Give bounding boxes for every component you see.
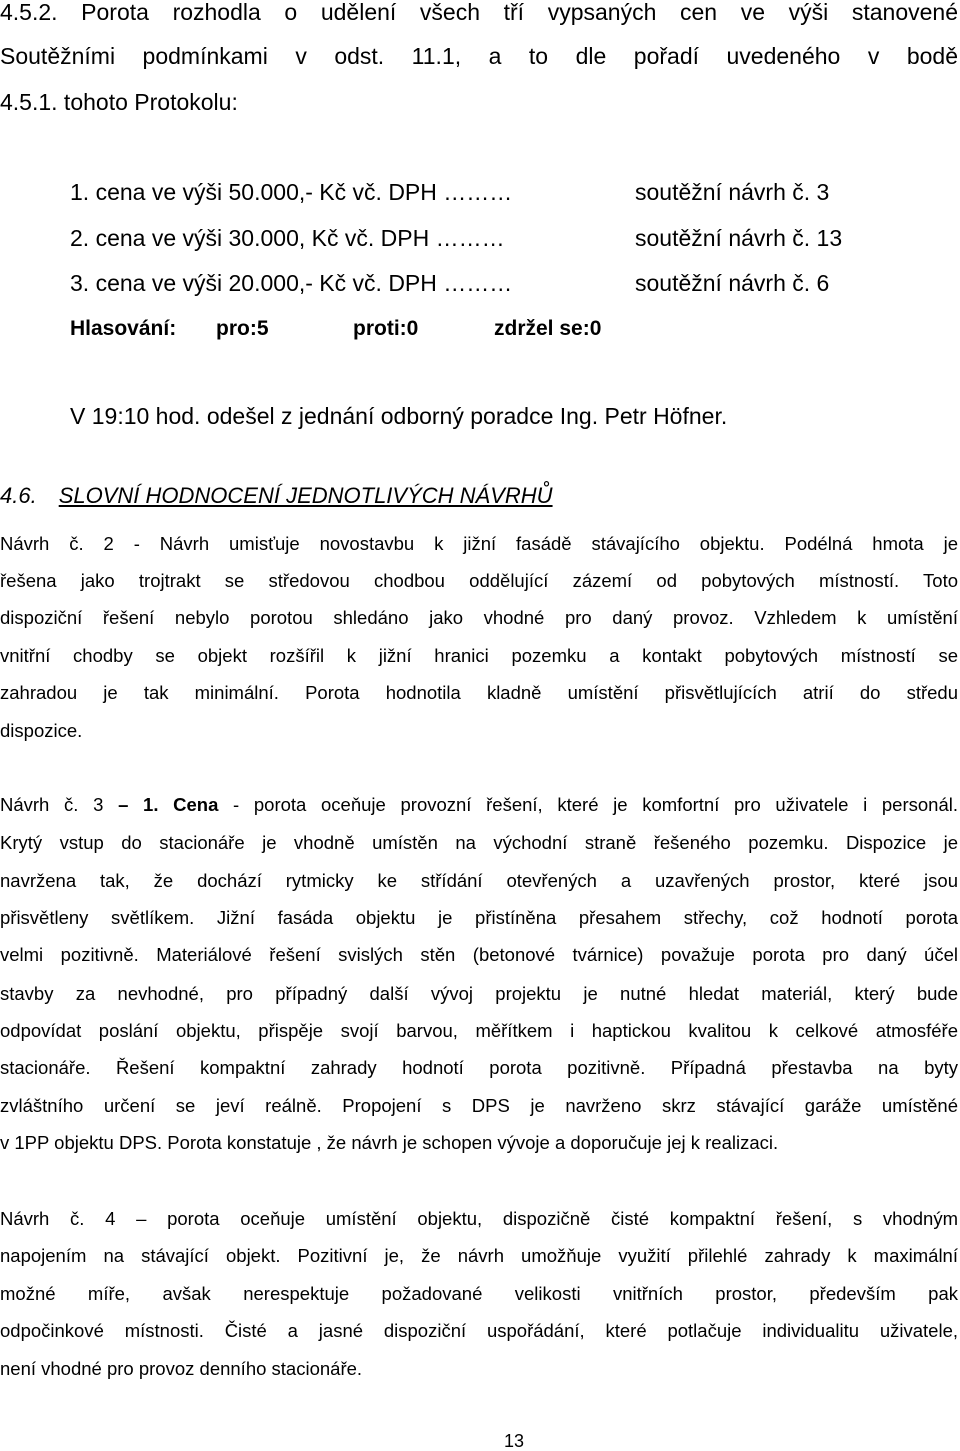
design-2-line-6: dispozice. [0, 720, 83, 741]
design-4-line-3: možné míře, avšak nerespektuje požadované velikosti vnitřních prostor, především pak [0, 1283, 958, 1304]
prize-3-label: 3. cena ve výši 20.000,- Kč vč. DPH ……… [70, 270, 513, 296]
design-3-line-8: stacionáře. Řešení kompaktní zahrady hodnotí porota pozitivně. Případná přestavba na byty [0, 1057, 958, 1078]
section-4-5-2-line-2: Soutěžními podmínkami v odst. 11.1, a to dle pořadí uvedeného v bodě [0, 43, 958, 69]
design-3-line-5: velmi pozitivně. Materiálové řešení svislých stěn (betonové tvárnice) považuje porota pro daný účel [0, 944, 958, 965]
design-4-line-4: odpočinkové místnosti. Čisté a jasné dispoziční uspořádání, které potlačuje individualitu uživatele, [0, 1320, 958, 1341]
voting-against: proti:0 [353, 317, 419, 340]
prize-1-design: soutěžní návrh č. 3 [635, 179, 830, 205]
voting-abstain: zdržel se:0 [494, 317, 602, 340]
voting-label: Hlasování: [70, 317, 177, 340]
design-4-line-1: Návrh č. 4 – porota oceňuje umístění objektu, dispozičně čisté kompaktní řešení, s vhodným [0, 1208, 958, 1229]
prize-2-label: 2. cena ve výši 30.000, Kč vč. DPH ……… [70, 225, 505, 251]
prize-3-design: soutěžní návrh č. 6 [635, 270, 830, 296]
design-2-line-5: zahradou je tak minimální. Porota hodnotila kladně umístění přisvětlujících atrií do středu [0, 682, 958, 703]
prize-2-design: soutěžní návrh č. 13 [635, 225, 843, 251]
design-3-line-10: v 1PP objektu DPS. Porota konstatuje , že návrh je schopen vývoje a doporučuje jej k realizaci. [0, 1132, 779, 1153]
design-3-line-3: navržena tak, že dochází rytmicky ke střídání otevřených a uzavřených prostor, které jsou [0, 870, 958, 891]
design-3-first-rest: - porota oceňuje provozní řešení, které je komfortní pro uživatele i personál. [218, 794, 958, 815]
design-4-line-5: není vhodné pro provoz denního stacionáře. [0, 1358, 363, 1379]
design-4-line-2: napojením na stávající objekt. Pozitivní je, že návrh umožňuje využití přilehlé zahrady k maximální [0, 1245, 958, 1266]
design-3-line-1 [0, 796, 958, 815]
design-3-award: – 1. Cena [118, 794, 219, 815]
page-number: 13 [504, 1431, 525, 1451]
design-3-line-4: přisvětleny světlíkem. Jižní fasáda objektu je přistíněna přesahem střechy, což hodnotí porota [0, 907, 958, 928]
prize-1-label: 1. cena ve výši 50.000,- Kč vč. DPH ……… [70, 179, 513, 205]
design-3-line-6: stavby za nevhodné, pro případný další vývoj projektu je nutné hledat materiál, který bude [0, 983, 958, 1004]
design-2-line-4: vnitřní chodby se objekt rozšířil k jižní hranici pozemku a kontakt pobytových místností se [0, 645, 958, 666]
design-2-line-2: řešena jako trojtrakt se středovou chodbou oddělující zázemí od pobytových místností. Toto [0, 570, 958, 591]
design-3-prefix: Návrh č. 3 [0, 794, 119, 815]
section-4-6-title: SLOVNÍ HODNOCENÍ JEDNOTLIVÝCH NÁVRHŮ [58, 483, 553, 508]
section-4-6-heading [0, 485, 553, 507]
departure-note: V 19:10 hod. odešel z jednání odborný poradce Ing. Petr Höfner. [70, 403, 728, 429]
design-3-line-7: odpovídat poslání objektu, přispěje svojí barvou, měřítkem i haptickou kvalitou k celkové atmosféře [0, 1020, 958, 1041]
section-4-6-number: 4.6. [0, 483, 37, 508]
design-3-line-9: zvláštního určení se jeví reálně. Propojení s DPS je navrženo skrz stávající garáže umístěné [0, 1095, 958, 1116]
section-4-5-2-line-1: 4.5.2. Porota rozhodla o udělení všech tří vypsaných cen ve výši stanovené [0, 0, 958, 25]
section-4-5-2-line-3: 4.5.1. tohoto Protokolu: [0, 89, 238, 115]
design-2-line-1: Návrh č. 2 - Návrh umisťuje novostavbu k jižní fasádě stávajícího objektu. Podélná hmota je [0, 533, 958, 554]
design-2-line-3: dispoziční řešení nebylo porotou shledáno jako vhodné pro daný provoz. Vzhledem k umístění [0, 607, 958, 628]
voting-pro: pro:5 [216, 317, 269, 340]
design-3-line-2: Krytý vstup do stacionáře je vhodně umístěn na východní straně řešeného pozemku. Dispozice je [0, 832, 958, 853]
